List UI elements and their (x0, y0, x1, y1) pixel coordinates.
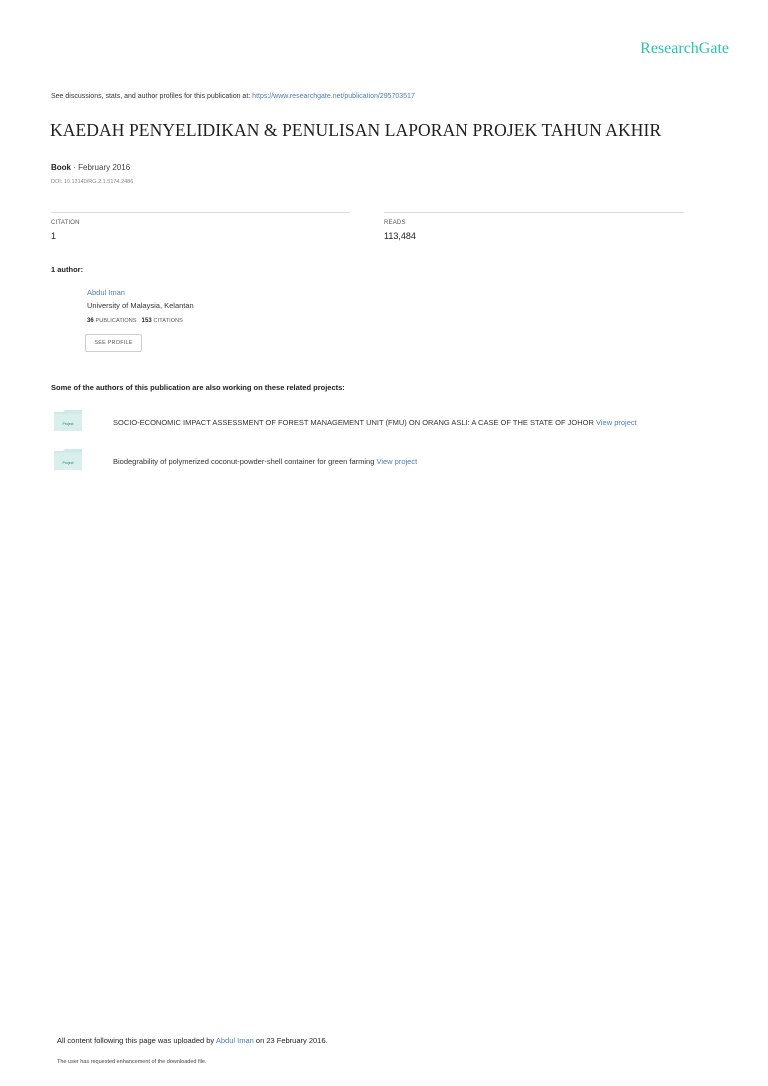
author-stats (87, 318, 183, 324)
related-projects-heading: Some of the authors of this publication are also working on these related projects: (51, 383, 345, 392)
project-icon-label: Project (62, 422, 74, 426)
project-icon-label: Project (62, 461, 74, 465)
author-publications-label: PUBLICATIONS (95, 318, 137, 324)
publication-title: KAEDAH PENYELIDIKAN & PENULISAN LAPORAN PROJEK TAHUN AKHIR (50, 120, 662, 140)
project-item (113, 457, 417, 466)
uploader-link[interactable]: Abdul Iman (215, 1036, 254, 1045)
project-title: Biodegrability of polymerized coconut-powder-shell container for green farming (113, 457, 377, 466)
author-name-link[interactable]: Abdul Iman (87, 288, 125, 297)
view-project-link[interactable]: View project (595, 418, 637, 427)
authors-heading: 1 author: (51, 265, 84, 274)
source-prefix: See discussions, stats, and author profiles for this publication at: (51, 93, 253, 100)
enhancement-note: The user has requested enhancement of the downloaded file. (57, 1059, 207, 1065)
author-citations-label: CITATIONS (153, 318, 183, 324)
citation-divider (51, 212, 350, 213)
citation-count: 1 (51, 231, 57, 241)
upload-suffix: on 23 February 2016. (253, 1036, 328, 1045)
publication-date: · February 2016 (71, 163, 131, 172)
publication-doi: DOI: 10.13140/RG.2.1.5174.2486 (51, 179, 134, 185)
reads-label: READS (384, 220, 406, 226)
project-folder-icon[interactable] (54, 449, 82, 469)
publication-type: Book (51, 163, 71, 172)
upload-note (57, 1036, 328, 1045)
project-title: SOCIO-ECONOMIC IMPACT ASSESSMENT OF FOREST MANAGEMENT UNIT (FMU) ON ORANG ASLI: A CASE OF THE STATE OF JOHOR (113, 418, 596, 427)
author-citations-count: 153 (141, 318, 152, 324)
see-profile-button[interactable]: SEE PROFILE (85, 334, 142, 352)
reads-divider (384, 212, 684, 213)
publication-meta (51, 163, 130, 172)
author-affiliation: University of Malaysia, Kelantan (87, 301, 194, 310)
publication-url-link[interactable]: https://www.researchgate.net/publication/295703517 (252, 93, 415, 100)
project-item (113, 418, 637, 427)
reads-count: 113,484 (384, 231, 416, 241)
project-folder-icon[interactable] (54, 410, 82, 430)
author-publications-count: 36 (87, 318, 94, 324)
upload-prefix: All content following this page was uploaded by (57, 1036, 216, 1045)
researchgate-logo[interactable]: ResearchGate (640, 40, 729, 57)
source-line (51, 93, 415, 100)
view-project-link[interactable]: View project (376, 457, 418, 466)
citation-label: CITATION (51, 220, 80, 226)
